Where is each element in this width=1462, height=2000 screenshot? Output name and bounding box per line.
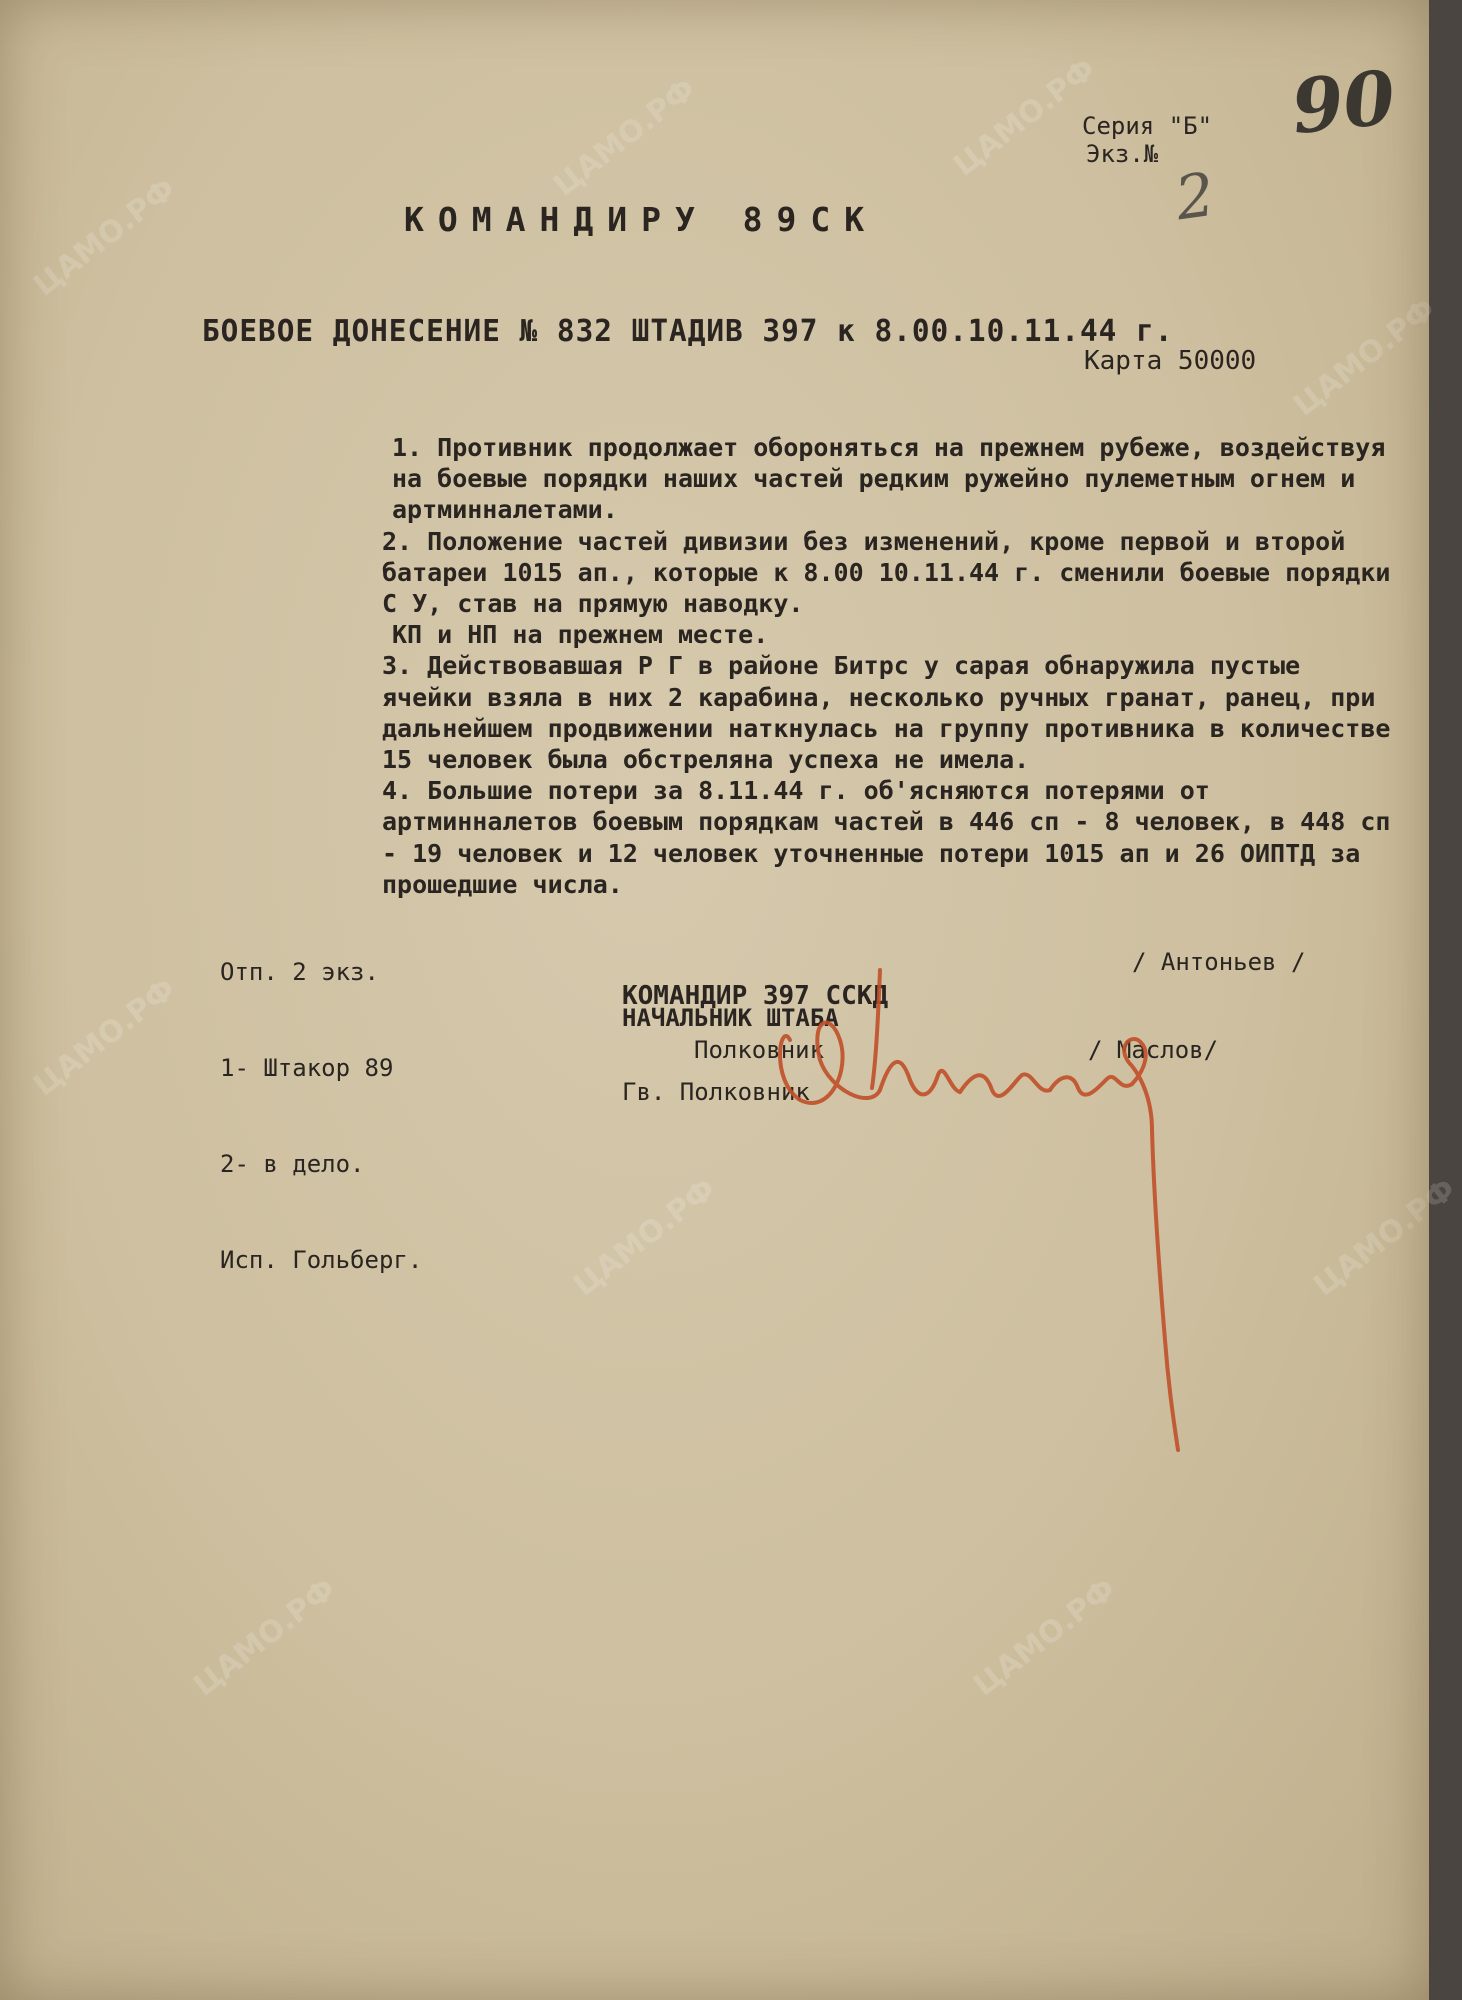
handwritten-copy-number: 2 <box>1171 159 1219 235</box>
copy-label: Экз.№ <box>1086 140 1159 168</box>
addressee: КОМАНДИРУ 89СК <box>404 200 879 239</box>
watermark: ЦАМО.РФ <box>1287 291 1443 424</box>
commander-title: КОМАНДИР 397 ССКД <box>622 981 889 1011</box>
watermark: ЦАМО.РФ <box>187 1571 343 1704</box>
report-body <box>202 432 1406 900</box>
watermark: ЦАМО.РФ <box>567 1171 723 1304</box>
chief-rank: Полковник <box>694 1036 825 1064</box>
report-title: БОЕВОЕ ДОНЕСЕНИЕ № 832 ШТАДИВ 397 к 8.00.10.11.44 г. <box>202 314 1174 349</box>
watermark: ЦАМО.РФ <box>967 1571 1123 1704</box>
distribution-line: 1- Штакор 89 <box>220 1054 394 1082</box>
watermark: ЦАМО.РФ <box>947 51 1103 184</box>
distribution-line: Отп. 2 экз. <box>220 958 379 986</box>
chief-name: / Маслов/ <box>1088 1036 1219 1064</box>
commander-rank: Гв. Полковник <box>622 1078 810 1106</box>
series-label: Серия "Б" <box>1082 112 1213 140</box>
handwritten-signature <box>760 980 1220 1480</box>
distribution-line: Исп. Гольберг. <box>220 1246 423 1274</box>
paragraph-2: 2. Положение частей дивизии без изменений, кроме первой и второй батареи 1015 ап., которые к 8.00 10.11.44 г. сменили боевые порядки С У, став на прямую наводку. <box>382 526 1406 619</box>
distribution-line: 2- в дело. <box>220 1150 365 1178</box>
paragraph-4: 4. Большие потери за 8.11.44 г. об'ясняются потерями от артминналетов боевым порядкам частей в 446 сп - 8 человек, в 448 сп - 19 человек и 12 человек уточненные потери 1015 ап и 26 ОИПТД за прошедшие числа. <box>382 776 1406 899</box>
paragraph-kp: КП и НП на прежнем месте. <box>392 620 769 650</box>
distribution-list <box>220 892 422 1340</box>
commander-name: / Антоньев / <box>1132 948 1306 976</box>
watermark: ЦАМО.РФ <box>27 171 183 304</box>
paragraph-3: 3. Действовавшая Р Г в районе Битрс у сарая обнаружила пустые ячейки взяла в них 2 карабина, несколько ручных гранат, ранец, при дальнейшем продвижении наткнулась на группу противника в количестве 15 человек была обстреляна успеха не имела. <box>382 651 1406 775</box>
paragraph-1: 1. Противник продолжает обороняться на прежнем рубеже, воздействуя на боевые порядки наших частей редким ружейно пулеметным огнем и артминналетами. <box>392 433 1401 525</box>
handwritten-page-number: 90 <box>1287 54 1400 152</box>
watermark: ЦАМО.РФ <box>547 71 703 204</box>
watermark: ЦАМО.РФ <box>27 971 183 1104</box>
watermark: ЦАМО.РФ <box>1307 1171 1462 1304</box>
chief-title: НАЧАЛЬНИК ШТАБА <box>622 1004 839 1032</box>
map-scale: Карта 50000 <box>1084 346 1257 376</box>
